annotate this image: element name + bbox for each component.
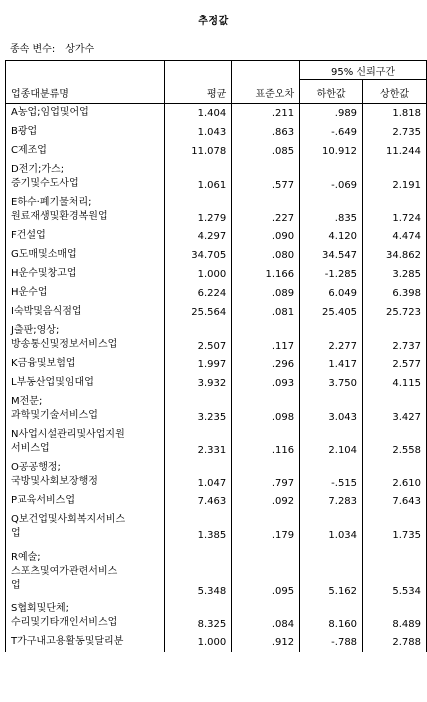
row-mean: 4.297 [165, 227, 232, 246]
row-stderr: .912 [232, 633, 300, 652]
row-category [6, 459, 165, 492]
row-stderr: .095 [232, 544, 300, 600]
row-lower: 10.912 [300, 142, 363, 161]
table-row [6, 600, 427, 633]
row-stderr: .090 [232, 227, 300, 246]
row-lower: 7.283 [300, 492, 363, 511]
row-category-line: 스포츠및여가관련서비스 [11, 565, 118, 577]
row-category [6, 426, 165, 459]
row-lower: -.069 [300, 161, 363, 194]
row-upper: 2.735 [363, 123, 427, 142]
row-mean: 8.325 [165, 600, 232, 633]
row-category [6, 227, 165, 246]
row-category-line: F건설업 [11, 230, 46, 241]
row-stderr: .093 [232, 374, 300, 393]
row-category [6, 374, 165, 393]
row-category-line: R예술; [11, 551, 41, 563]
row-mean: 3.235 [165, 393, 232, 426]
table-row [6, 459, 427, 492]
row-mean: 1.061 [165, 161, 232, 194]
row-category-line: H운수업 [11, 287, 48, 298]
row-upper: 11.244 [363, 142, 427, 161]
row-stderr: .863 [232, 123, 300, 142]
row-category-line: L부동산업및임대업 [11, 377, 94, 388]
row-lower: .989 [300, 104, 363, 123]
row-category-line: 방송통신및정보서비스업 [11, 339, 118, 350]
row-lower: 2.104 [300, 426, 363, 459]
row-lower: 5.162 [300, 544, 363, 600]
row-lower: 34.547 [300, 246, 363, 265]
header-category: 업종대분류명 [6, 61, 165, 104]
row-category-line: 과학및기술서비스업 [11, 410, 98, 421]
row-category [6, 123, 165, 142]
header-lower: 하한값 [300, 80, 363, 104]
row-upper: 1.818 [363, 104, 427, 123]
row-mean: 1.385 [165, 511, 232, 544]
row-category-line: O공공행정; [11, 462, 61, 473]
table-row [6, 355, 427, 374]
row-category-line: 업 [11, 579, 21, 591]
row-upper: 5.534 [363, 544, 427, 600]
table-body [6, 104, 427, 652]
row-stderr: .092 [232, 492, 300, 511]
row-mean: 1.997 [165, 355, 232, 374]
table-row [6, 303, 427, 322]
row-upper: 2.577 [363, 355, 427, 374]
row-category-line: 원료재생및환경복원업 [11, 211, 108, 222]
row-mean: 1.000 [165, 265, 232, 284]
table-row [6, 265, 427, 284]
table-row [6, 246, 427, 265]
table-row [6, 227, 427, 246]
dependent-variable-label: 종속 변수: [10, 44, 56, 55]
table-row [6, 544, 427, 600]
row-category [6, 161, 165, 194]
row-stderr: .577 [232, 161, 300, 194]
row-category-line: J출판;영상; [11, 325, 60, 336]
row-category [6, 246, 165, 265]
row-category-line: N사업시설관리및사업지원 [11, 429, 125, 440]
row-category-line: T가구내고용활동및달리분 [11, 636, 124, 647]
row-lower: -1.285 [300, 265, 363, 284]
row-lower: -.515 [300, 459, 363, 492]
row-lower: 4.120 [300, 227, 363, 246]
row-mean: 1.047 [165, 459, 232, 492]
table-row [6, 426, 427, 459]
row-upper: 6.398 [363, 284, 427, 303]
table-row [6, 511, 427, 544]
row-mean: 2.507 [165, 322, 232, 355]
row-mean: 6.224 [165, 284, 232, 303]
row-category-line: Q보건업및사회복지서비스 [11, 514, 126, 525]
row-category [6, 265, 165, 284]
row-stderr: .116 [232, 426, 300, 459]
row-stderr: .227 [232, 194, 300, 227]
header-ci: 95% 신뢰구간 [300, 61, 427, 80]
row-category-line: S협회및단체; [11, 603, 70, 614]
row-stderr: .084 [232, 600, 300, 633]
row-category [6, 511, 165, 544]
table-row [6, 142, 427, 161]
row-stderr: .098 [232, 393, 300, 426]
row-category [6, 303, 165, 322]
table-row [6, 104, 427, 123]
dependent-variable [10, 40, 104, 55]
row-mean: 25.564 [165, 303, 232, 322]
row-mean: 1.043 [165, 123, 232, 142]
estimates-table [5, 60, 427, 652]
row-upper: 1.724 [363, 194, 427, 227]
row-category-line: D전기;가스; [11, 164, 65, 175]
row-mean: 5.348 [165, 544, 232, 600]
row-mean: 2.331 [165, 426, 232, 459]
row-category [6, 600, 165, 633]
row-lower: 25.405 [300, 303, 363, 322]
row-lower: 1.417 [300, 355, 363, 374]
row-category-line: 국방및사회보장행정 [11, 476, 98, 487]
row-stderr: .797 [232, 459, 300, 492]
header-stderr: 표준오차 [232, 61, 300, 104]
row-category [6, 544, 165, 600]
row-lower: -.788 [300, 633, 363, 652]
row-upper: 2.191 [363, 161, 427, 194]
table-row [6, 161, 427, 194]
row-category-line: K금융및보험업 [11, 358, 76, 369]
row-upper: 1.735 [363, 511, 427, 544]
row-category [6, 355, 165, 374]
row-stderr: .211 [232, 104, 300, 123]
table-row [6, 492, 427, 511]
row-upper: 3.427 [363, 393, 427, 426]
row-upper: 2.737 [363, 322, 427, 355]
row-category-line: 서비스업 [11, 443, 50, 454]
header-upper: 상한값 [363, 80, 427, 104]
row-mean: 7.463 [165, 492, 232, 511]
row-category [6, 194, 165, 227]
row-category-line: 증기및수도사업 [11, 178, 79, 189]
row-lower: 8.160 [300, 600, 363, 633]
table-row [6, 123, 427, 142]
row-category-line: B광업 [11, 126, 38, 137]
row-upper: 25.723 [363, 303, 427, 322]
row-category-line: E하수·폐기물처리; [11, 197, 92, 208]
row-upper: 2.610 [363, 459, 427, 492]
table-row [6, 284, 427, 303]
row-upper: 4.474 [363, 227, 427, 246]
row-lower: 3.043 [300, 393, 363, 426]
table-row [6, 393, 427, 426]
row-category [6, 492, 165, 511]
row-category [6, 104, 165, 123]
row-category-line: C제조업 [11, 145, 47, 156]
row-mean: 34.705 [165, 246, 232, 265]
row-lower: 2.277 [300, 322, 363, 355]
row-upper: 34.862 [363, 246, 427, 265]
row-stderr: .179 [232, 511, 300, 544]
row-mean: 1.279 [165, 194, 232, 227]
row-category [6, 322, 165, 355]
table-row [6, 633, 427, 652]
table-row [6, 322, 427, 355]
row-category [6, 393, 165, 426]
row-lower: 3.750 [300, 374, 363, 393]
row-stderr: .089 [232, 284, 300, 303]
row-category [6, 633, 165, 652]
row-lower: -.649 [300, 123, 363, 142]
row-lower: .835 [300, 194, 363, 227]
row-category-line: G도매및소매업 [11, 249, 77, 260]
row-stderr: .081 [232, 303, 300, 322]
row-mean: 11.078 [165, 142, 232, 161]
row-category-line: A농업;임업및어업 [11, 107, 89, 119]
table-title: 추정값 [198, 16, 229, 27]
row-stderr: .117 [232, 322, 300, 355]
row-upper: 2.788 [363, 633, 427, 652]
row-category-line: P교육서비스업 [11, 495, 75, 506]
dependent-variable-value: 상가수 [65, 44, 95, 55]
row-category-line: 수리및기타개인서비스업 [11, 617, 118, 628]
row-upper: 4.115 [363, 374, 427, 393]
row-stderr: .080 [232, 246, 300, 265]
row-category-line: 업 [11, 528, 21, 539]
row-stderr: 1.166 [232, 265, 300, 284]
header-mean: 평균 [165, 61, 232, 104]
row-upper: 3.285 [363, 265, 427, 284]
row-category-line: I숙박및음식점업 [11, 306, 82, 317]
table-row [6, 194, 427, 227]
row-stderr: .085 [232, 142, 300, 161]
row-lower: 6.049 [300, 284, 363, 303]
row-mean: 1.404 [165, 104, 232, 123]
row-stderr: .296 [232, 355, 300, 374]
row-category-line: H운수및창고업 [11, 268, 77, 279]
row-category [6, 142, 165, 161]
row-upper: 7.643 [363, 492, 427, 511]
row-mean: 1.000 [165, 633, 232, 652]
row-category-line: M전문; [11, 396, 43, 407]
row-upper: 2.558 [363, 426, 427, 459]
row-lower: 1.034 [300, 511, 363, 544]
table-row [6, 374, 427, 393]
row-mean: 3.932 [165, 374, 232, 393]
row-upper: 8.489 [363, 600, 427, 633]
row-category [6, 284, 165, 303]
